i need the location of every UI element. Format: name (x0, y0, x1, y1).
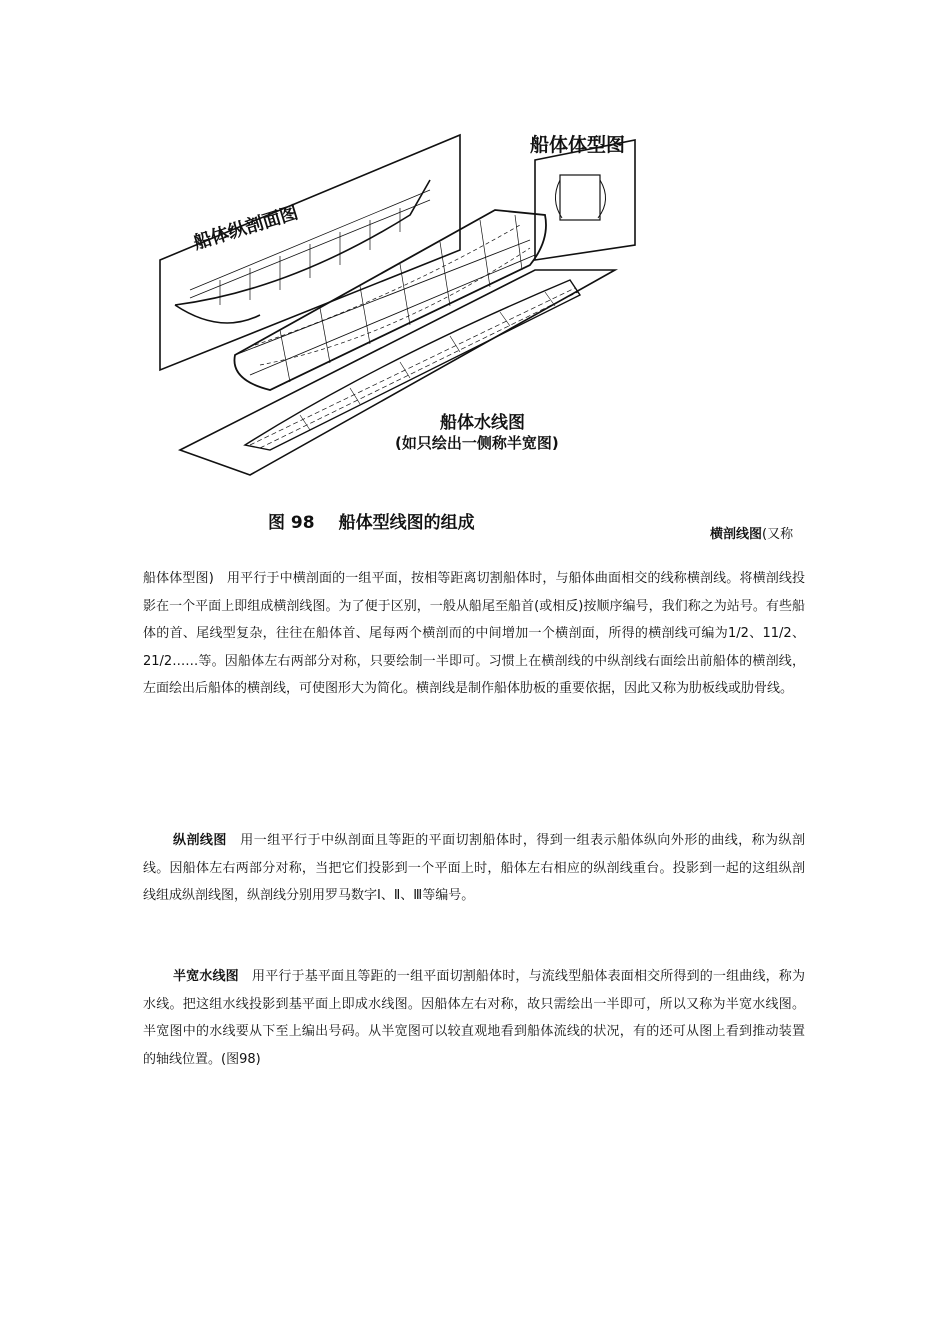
caption-number: 图 98 (268, 513, 315, 533)
halfbreadth-term: 半宽水线图 (173, 969, 239, 984)
transverse-term-suffix: (又称 (762, 527, 794, 542)
figure-caption (268, 508, 475, 533)
waterline-note: (如只绘出一侧称半宽图) (395, 434, 559, 452)
body-plan-section (560, 175, 600, 220)
halfbreadth-paragraph (143, 963, 805, 1073)
waterline-hull (245, 280, 580, 450)
transverse-heading (710, 523, 793, 542)
longitudinal-paragraph (143, 827, 805, 910)
halfbreadth-body: 用平行于基平面且等距的一组平面切割船体时，与流线型船体表面相交所得到的一组曲线，称为水线。把这组水线投影到基平面上即成水线图。因船体左右对称，故只需绘出一半即可，所以又称为半宽水线图。半宽图中的水线要从下至上编出号码。从半宽图可以较直观地看到船体流线的状况，有的还可从图上看到推动装置的轴线位置。(图98) (143, 969, 805, 1067)
longitudinal-term: 纵剖线图 (173, 833, 227, 848)
profile-label: 船体纵剖面图 (191, 202, 301, 254)
body-plan-label: 船体体型图 (530, 134, 626, 156)
ship-lines-illustration (150, 120, 650, 540)
longitudinal-body: 用一组平行于中纵剖面且等距的平面切割船体时，得到一组表示船体纵向外形的曲线，称为纵剖线。因船体左右两部分对称，当把它们投影到一个平面上时，船体左右相应的纵剖线重台。投影到一起的这组纵剖线组成纵剖线图，纵剖线分别用罗马数字Ⅰ、Ⅱ、Ⅲ等编号。 (143, 833, 805, 903)
transverse-term: 横剖线图 (710, 527, 763, 542)
body-plan-plane (535, 140, 635, 260)
waterline-label: 船体水线图 (440, 413, 525, 433)
transverse-paragraph: 船体体型图) 用平行于中横剖面的一组平面，按相等距离切割船体时，与船体曲面相交的线称横剖线。将横剖线投影在一个平面上即组成横剖线图。为了便于区别，一般从船尾至船首(或相反)按顺序编号，我们称之为站号。有些船体的首、尾线型复杂，往往在船体首、尾每两个横剖而的中间增加一个横剖面，所得的横剖线可编为1/2、11/2、21/2……等。因船体左右两部分对称，只要绘制一半即可。习惯上在横剖线的中纵剖线右面绘出前船体的横剖线，左面绘出后船体的横剖线，可使图形大为简化。横剖线是制作船体肋板的重要依据，因此又称为肋板线或肋骨线。 (143, 571, 805, 696)
ship-lines-figure (150, 120, 650, 540)
caption-title: 船体型线图的组成 (338, 513, 475, 533)
